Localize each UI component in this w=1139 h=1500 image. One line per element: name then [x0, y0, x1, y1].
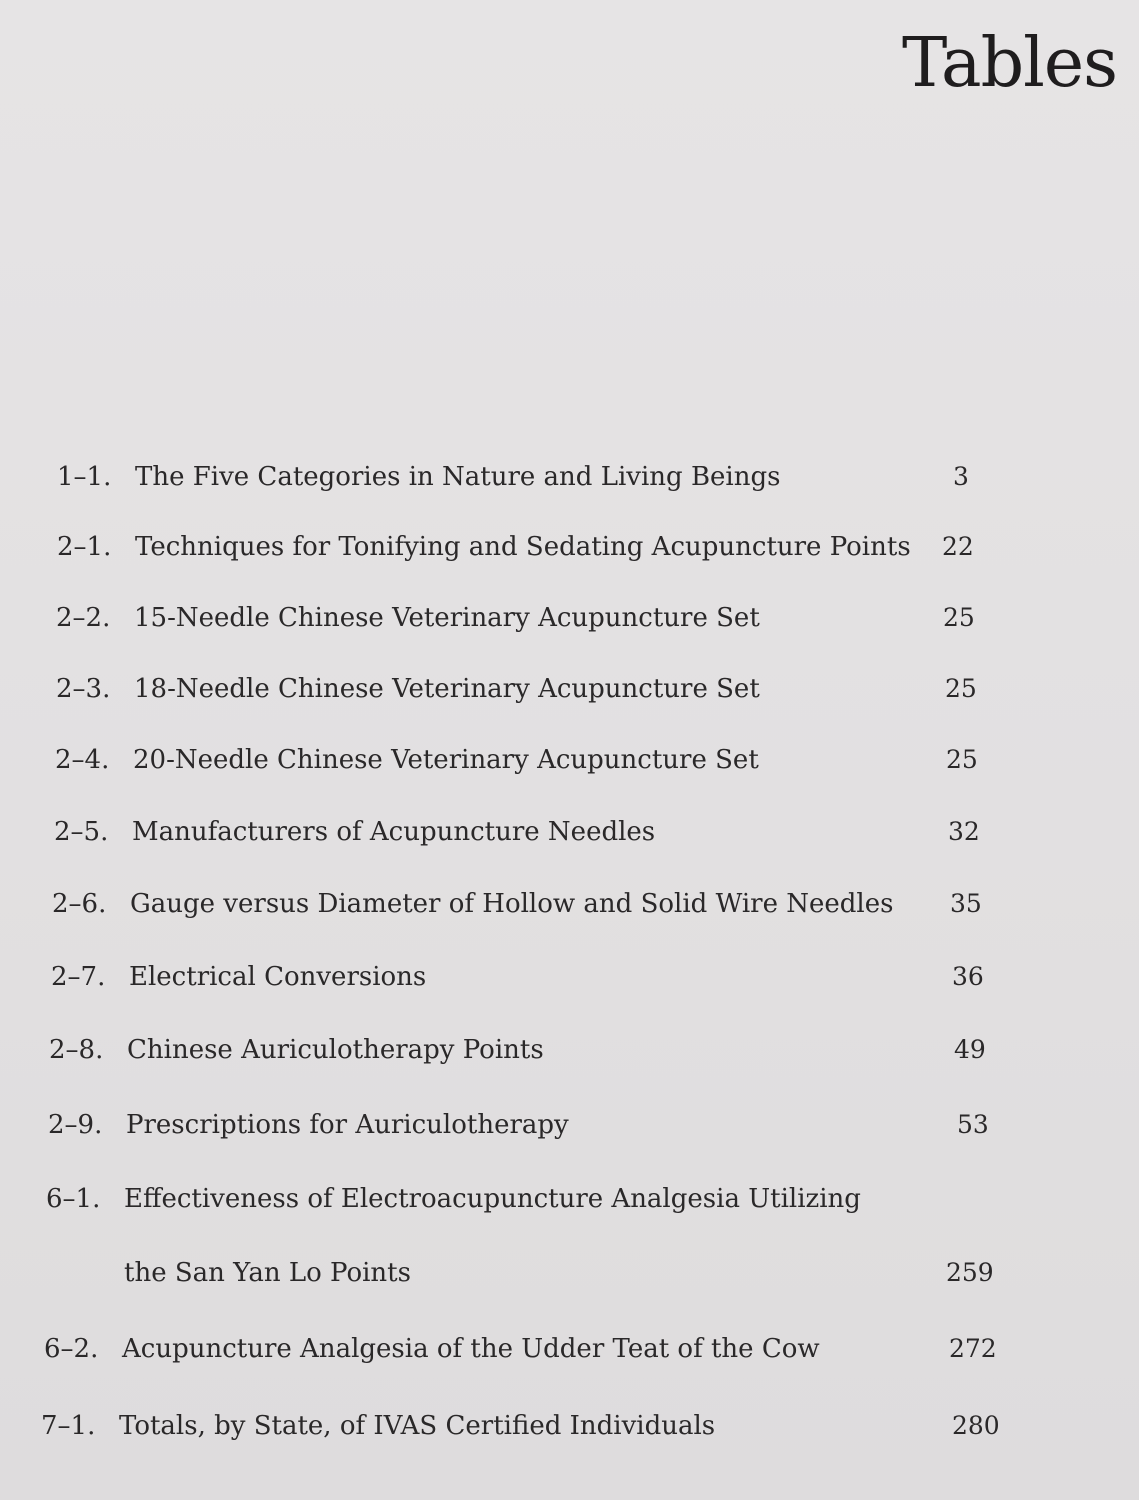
- table-number: 2–3.: [56, 674, 111, 704]
- table-number: 2–5.: [54, 817, 109, 847]
- table-title: 15-Needle Chinese Veterinary Acupuncture Set: [134, 603, 760, 633]
- page-number: 3: [953, 462, 969, 491]
- table-title: Electrical Conversions: [129, 962, 427, 992]
- page-number: 272: [949, 1334, 997, 1363]
- page-number: 53: [957, 1110, 989, 1139]
- table-number: 2–9.: [48, 1110, 103, 1140]
- table-number: 6–2.: [44, 1334, 99, 1364]
- table-title: Manufacturers of Acupuncture Needles: [132, 817, 656, 847]
- table-title: Acupuncture Analgesia of the Udder Teat of the Cow: [122, 1334, 820, 1364]
- table-number: 2–4.: [55, 745, 110, 775]
- page-number: 22: [942, 532, 974, 561]
- page-number: 25: [943, 603, 975, 632]
- table-number: 2–6.: [52, 889, 107, 919]
- page-number: 280: [952, 1411, 1000, 1440]
- table-number: 1–1.: [57, 462, 112, 492]
- table-title: Gauge versus Diameter of Hollow and Solid Wire Needles: [130, 889, 894, 919]
- table-title: Totals, by State, of IVAS Certified Individuals: [119, 1411, 716, 1441]
- table-title-continuation: the San Yan Lo Points: [124, 1258, 411, 1288]
- page-number: 36: [952, 962, 984, 991]
- table-number: 2–2.: [56, 603, 111, 633]
- table-number: 2–7.: [51, 962, 106, 992]
- table-title: Chinese Auriculotherapy Points: [127, 1035, 544, 1065]
- table-title: Prescriptions for Auriculotherapy: [126, 1110, 569, 1140]
- page-number: 32: [948, 817, 980, 846]
- table-title: 18-Needle Chinese Veterinary Acupuncture Set: [134, 674, 760, 704]
- table-number: 2–1.: [57, 532, 112, 562]
- table-number: 7–1.: [41, 1411, 96, 1441]
- table-title: 20-Needle Chinese Veterinary Acupuncture Set: [133, 745, 759, 775]
- page-title: Tables: [901, 24, 1117, 103]
- table-title: Techniques for Tonifying and Sedating Acupuncture Points: [135, 532, 911, 562]
- table-number: 6–1.: [46, 1184, 101, 1214]
- page-number: 25: [946, 745, 978, 774]
- page-number: 259: [946, 1258, 994, 1287]
- page-number: 49: [954, 1035, 986, 1064]
- table-number: 2–8.: [49, 1035, 104, 1065]
- table-title: Effectiveness of Electroacupuncture Analgesia Utilizing: [124, 1184, 861, 1214]
- page-number: 35: [950, 889, 982, 918]
- table-title: The Five Categories in Nature and Living Beings: [135, 462, 781, 492]
- page-number: 25: [945, 674, 977, 703]
